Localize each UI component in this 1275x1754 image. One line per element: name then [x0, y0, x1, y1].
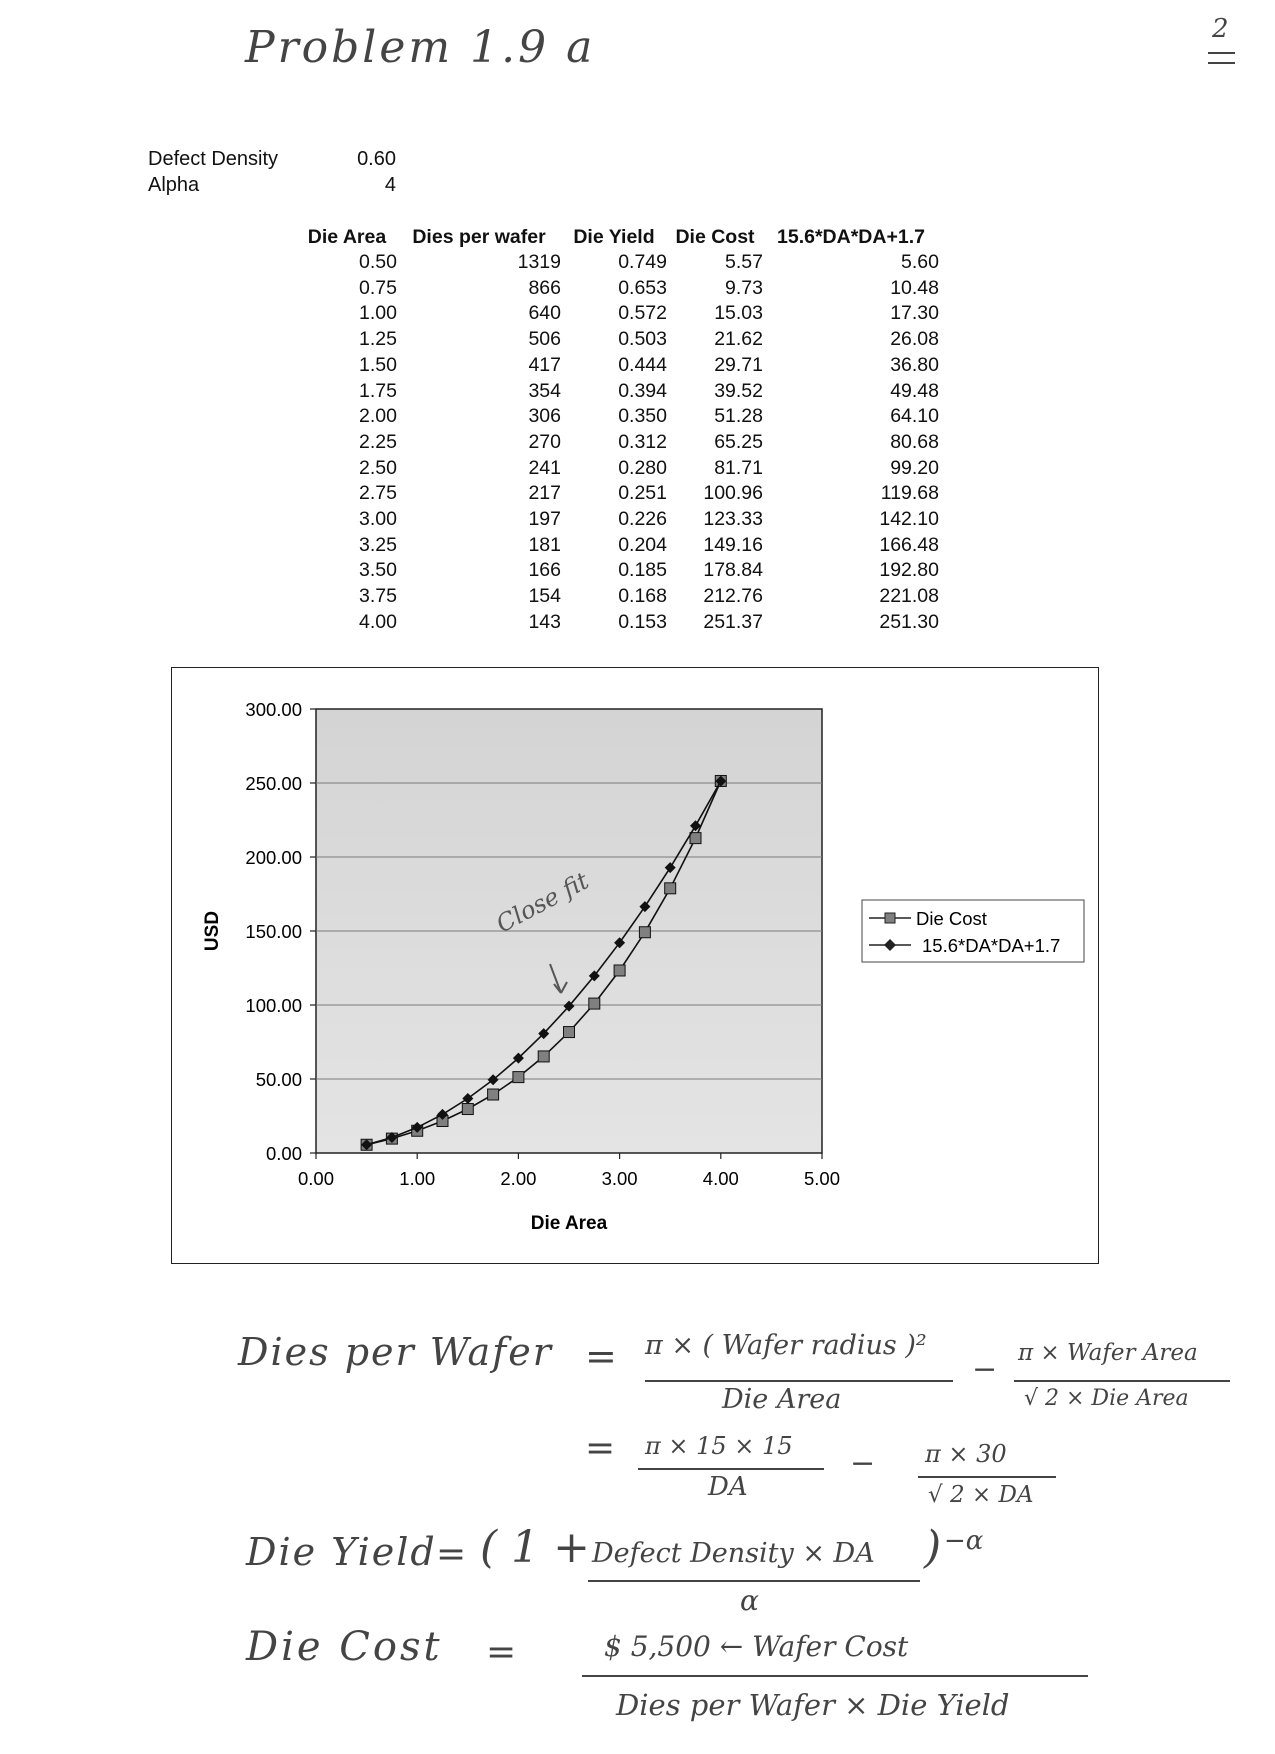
table-cell: 0.503	[618, 328, 667, 351]
formula-dpw2-den2: √ 2 × DA	[928, 1482, 1034, 1508]
table-cell: 29.71	[714, 353, 763, 376]
table-cell: 2.00	[359, 405, 397, 428]
table-cell: 241	[528, 456, 561, 479]
fraction-line	[1014, 1380, 1230, 1382]
x-axis-label: Die Area	[530, 1213, 608, 1234]
table-cell: 354	[528, 379, 561, 402]
table-cell: 80.68	[890, 430, 939, 453]
x-tick-label: 4.00	[702, 1168, 739, 1189]
chart-legend	[862, 900, 1084, 962]
table-cell: 212.76	[703, 585, 763, 608]
die-cost-chart	[171, 667, 1099, 1264]
data-point-die-cost	[665, 883, 676, 894]
data-point-die-cost	[614, 965, 625, 976]
table-header-row	[297, 224, 939, 250]
table-cell: 4.00	[359, 610, 397, 633]
legend-square-marker-icon	[885, 913, 895, 923]
y-tick-label: 100.00	[245, 995, 302, 1016]
param-row	[148, 172, 396, 198]
table-cell: 270	[528, 430, 561, 453]
column-header: Die Cost	[675, 225, 755, 248]
param-row	[148, 146, 396, 172]
data-point-die-cost	[488, 1089, 499, 1100]
table-cell: 143	[528, 610, 561, 633]
param-label: Defect Density	[148, 148, 279, 170]
table-cell: 2.25	[359, 430, 397, 453]
die-cost-table	[297, 224, 939, 636]
table-cell: 3.25	[359, 533, 397, 556]
formula-cost-lhs: Die Cost	[246, 1624, 443, 1670]
x-tick-label: 0.00	[297, 1168, 335, 1189]
formula-yield-lhs: Die Yield	[246, 1530, 437, 1574]
table-cell: 221.08	[879, 585, 939, 608]
x-tick-label: 2.00	[500, 1168, 537, 1189]
annotation-close-fit: Close fit	[491, 866, 594, 939]
formula-equals: =	[585, 1428, 616, 1469]
table-cell: 306	[528, 405, 561, 428]
table-cell: 123.33	[703, 508, 763, 531]
table-cell: 119.68	[880, 482, 939, 505]
x-tick-label: 1.00	[399, 1168, 436, 1189]
x-tick-label: 3.00	[601, 1168, 638, 1189]
table-cell: 21.62	[714, 328, 763, 351]
table-cell: 0.185	[618, 559, 667, 582]
table-cell: 0.350	[618, 405, 667, 428]
table-cell: 0.226	[618, 508, 667, 531]
formula-minus: −	[972, 1352, 998, 1387]
table-cell: 0.312	[618, 430, 667, 453]
formula-dpw-num1: π × ( Wafer radius )²	[645, 1330, 927, 1361]
table-cell: 192.80	[879, 559, 939, 582]
formula-yield-den: α	[740, 1584, 759, 1617]
param-label: Alpha	[148, 174, 200, 196]
table-cell: 142.10	[879, 508, 939, 531]
column-header: Dies per wafer	[412, 225, 546, 248]
param-value: 4	[384, 174, 396, 196]
parameters-block	[148, 146, 396, 198]
table-body	[297, 250, 939, 636]
table-cell: 1.50	[359, 353, 397, 376]
param-value: 0.60	[357, 148, 396, 170]
fraction-line	[645, 1380, 953, 1382]
table-cell: 149.16	[703, 533, 763, 556]
table-row	[297, 558, 939, 584]
table-cell: 1.75	[359, 379, 397, 402]
table-row	[297, 250, 939, 276]
table-cell: 217	[528, 482, 561, 505]
formula-yield-close: )	[924, 1522, 942, 1573]
table-cell: 0.153	[618, 610, 667, 633]
table-cell: 1319	[517, 251, 561, 273]
data-point-die-cost	[589, 998, 600, 1009]
table-cell: 65.25	[714, 430, 763, 453]
formula-equals: =	[585, 1334, 617, 1378]
formula-dpw2-num1: π × 15 × 15	[645, 1432, 793, 1460]
x-tick-label: 5.00	[803, 1168, 841, 1189]
table-cell: 0.168	[618, 585, 667, 608]
table-row	[297, 430, 939, 456]
y-tick-label: 0.00	[265, 1143, 302, 1164]
data-point-die-cost	[639, 927, 650, 938]
fraction-line	[918, 1476, 1056, 1478]
table-cell: 251.30	[879, 610, 939, 633]
table-cell: 2.50	[359, 456, 397, 479]
table-cell: 0.394	[618, 379, 667, 402]
data-point-die-cost	[690, 833, 701, 844]
table-cell: 1.25	[359, 328, 397, 351]
formula-cost-num: $ 5,500 ← Wafer Cost	[604, 1630, 909, 1663]
table-row	[297, 507, 939, 533]
table-cell: 0.280	[618, 456, 667, 479]
data-point-die-cost	[538, 1051, 549, 1062]
table-cell: 0.251	[618, 482, 667, 505]
formula-dpw-lhs: Dies per Wafer	[238, 1330, 553, 1374]
table-cell: 640	[528, 302, 561, 325]
table-cell: 99.20	[890, 456, 939, 479]
table-cell: 0.653	[618, 276, 667, 299]
formula-dpw2-den1: DA	[708, 1472, 748, 1502]
table-cell: 1.00	[359, 302, 397, 325]
column-header: Die Area	[307, 225, 387, 248]
table-cell: 5.57	[725, 251, 763, 273]
formula-cost-den: Dies per Wafer × Die Yield	[616, 1688, 1010, 1722]
table-cell: 10.48	[890, 276, 939, 299]
table-cell: 100.96	[703, 482, 763, 505]
fraction-line	[638, 1468, 824, 1470]
formula-yield-open: ( 1 +	[480, 1522, 590, 1573]
formula-equals: =	[436, 1534, 467, 1575]
fraction-line	[582, 1675, 1088, 1677]
table-cell: 0.572	[618, 302, 667, 325]
chart-svg	[172, 668, 1098, 1263]
table-cell: 81.71	[714, 456, 763, 479]
formula-dpw-num2: π × Wafer Area	[1018, 1340, 1198, 1366]
table-cell: 0.749	[618, 251, 667, 273]
table-cell: 0.75	[359, 276, 397, 299]
table-cell: 251.37	[703, 610, 763, 633]
table-row	[297, 533, 939, 559]
table-cell: 49.48	[890, 379, 939, 402]
table-cell: 417	[528, 353, 561, 376]
y-tick-label: 50.00	[255, 1069, 302, 1090]
table-row	[297, 584, 939, 610]
table-cell: 51.28	[714, 405, 763, 428]
formula-dpw2-num2: π × 30	[925, 1440, 1007, 1468]
table-cell: 166	[528, 559, 561, 582]
table-row	[297, 481, 939, 507]
y-axis-label: USD	[202, 910, 223, 952]
formula-yield-num: Defect Density × DA	[592, 1538, 875, 1569]
table-cell: 154	[528, 585, 561, 608]
legend-label-die-cost: Die Cost	[916, 908, 987, 929]
formula-minus: −	[850, 1446, 876, 1481]
table-cell: 0.204	[618, 533, 667, 556]
table-cell: 3.75	[359, 585, 397, 608]
table-cell: 166.48	[879, 533, 939, 556]
table-cell: 17.30	[890, 302, 939, 325]
fraction-line	[588, 1580, 920, 1582]
formula-equals: =	[486, 1632, 517, 1673]
legend-label-fit: 15.6*DA*DA+1.7	[922, 935, 1061, 956]
table-cell: 197	[528, 508, 561, 531]
table-cell: 3.00	[359, 508, 397, 531]
table-cell: 0.50	[359, 251, 397, 273]
table-cell: 178.84	[703, 559, 763, 582]
table-row	[297, 379, 939, 405]
formula-dpw-den1: Die Area	[722, 1384, 842, 1415]
table-cell: 866	[528, 276, 561, 299]
table-row	[297, 327, 939, 353]
y-tick-label: 150.00	[245, 921, 302, 942]
table-cell: 506	[528, 328, 561, 351]
table-cell: 64.10	[890, 405, 939, 428]
table-cell: 3.50	[359, 559, 397, 582]
formula-yield-exp: −α	[944, 1526, 984, 1556]
table-row	[297, 456, 939, 482]
table-row	[297, 353, 939, 379]
page-number: 2	[1212, 14, 1229, 44]
table-cell: 15.03	[714, 302, 763, 325]
table-cell: 36.80	[890, 353, 939, 376]
y-tick-label: 200.00	[245, 847, 302, 868]
column-header: 15.6*DA*DA+1.7	[777, 225, 925, 248]
page-title: Problem 1.9 a	[245, 22, 596, 73]
formula-dpw-den2: √ 2 × Die Area	[1024, 1386, 1189, 1411]
table-cell: 39.52	[714, 379, 763, 402]
data-point-die-cost	[513, 1072, 524, 1083]
table-row	[297, 301, 939, 327]
table-cell: 5.60	[901, 251, 939, 273]
y-tick-label: 300.00	[245, 699, 302, 720]
data-point-die-cost	[564, 1027, 575, 1038]
table-cell: 9.73	[725, 276, 763, 299]
table-cell: 26.08	[890, 328, 939, 351]
data-point-die-cost	[462, 1104, 473, 1115]
table-cell: 0.444	[618, 353, 667, 376]
table-row	[297, 276, 939, 302]
y-tick-label: 250.00	[245, 773, 302, 794]
column-header: Die Yield	[573, 225, 655, 248]
table-row	[297, 404, 939, 430]
table-cell: 2.75	[359, 482, 397, 505]
table-row	[297, 610, 939, 636]
table-cell: 181	[528, 533, 561, 556]
